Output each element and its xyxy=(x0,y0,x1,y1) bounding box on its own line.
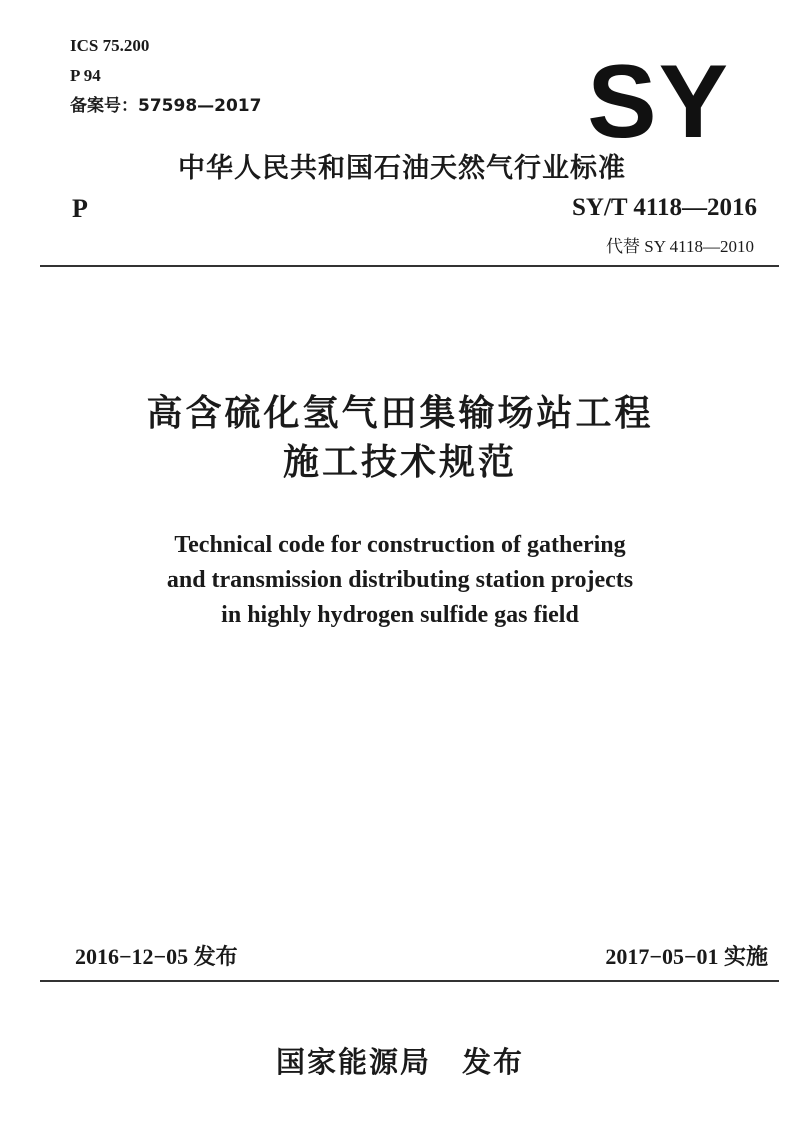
bottom-divider xyxy=(40,980,779,982)
record-number: 备案号：57598—2017 xyxy=(70,96,262,116)
publisher: 国家能源局 发布 xyxy=(275,1045,524,1079)
standard-number: SY/T 4118—2016 xyxy=(572,194,757,221)
english-title-line-2: and transmission distributing station projects xyxy=(166,567,634,593)
chinese-title-line-1: 高含硫化氢气田集输场站工程 xyxy=(146,393,654,434)
ics-code: ICS 75.200 xyxy=(70,36,150,55)
implementation-date: 2017−05−01 实施 xyxy=(605,944,768,969)
industry-standard-title: 中华人民共和国石油天然气行业标准 xyxy=(178,153,626,184)
replaces-standard: 代替 SY 4118—2010 xyxy=(606,237,754,256)
english-title-line-3: in highly hydrogen sulfide gas field xyxy=(221,602,579,628)
category-letter: P xyxy=(72,194,88,223)
issue-date: 2016−12−05 发布 xyxy=(75,944,238,969)
top-divider xyxy=(40,265,779,267)
sy-logo: SY xyxy=(587,44,730,160)
p-code: P 94 xyxy=(70,66,101,85)
chinese-title-line-2: 施工技术规范 xyxy=(282,442,517,483)
english-title-line-1: Technical code for construction of gathering xyxy=(174,532,626,558)
